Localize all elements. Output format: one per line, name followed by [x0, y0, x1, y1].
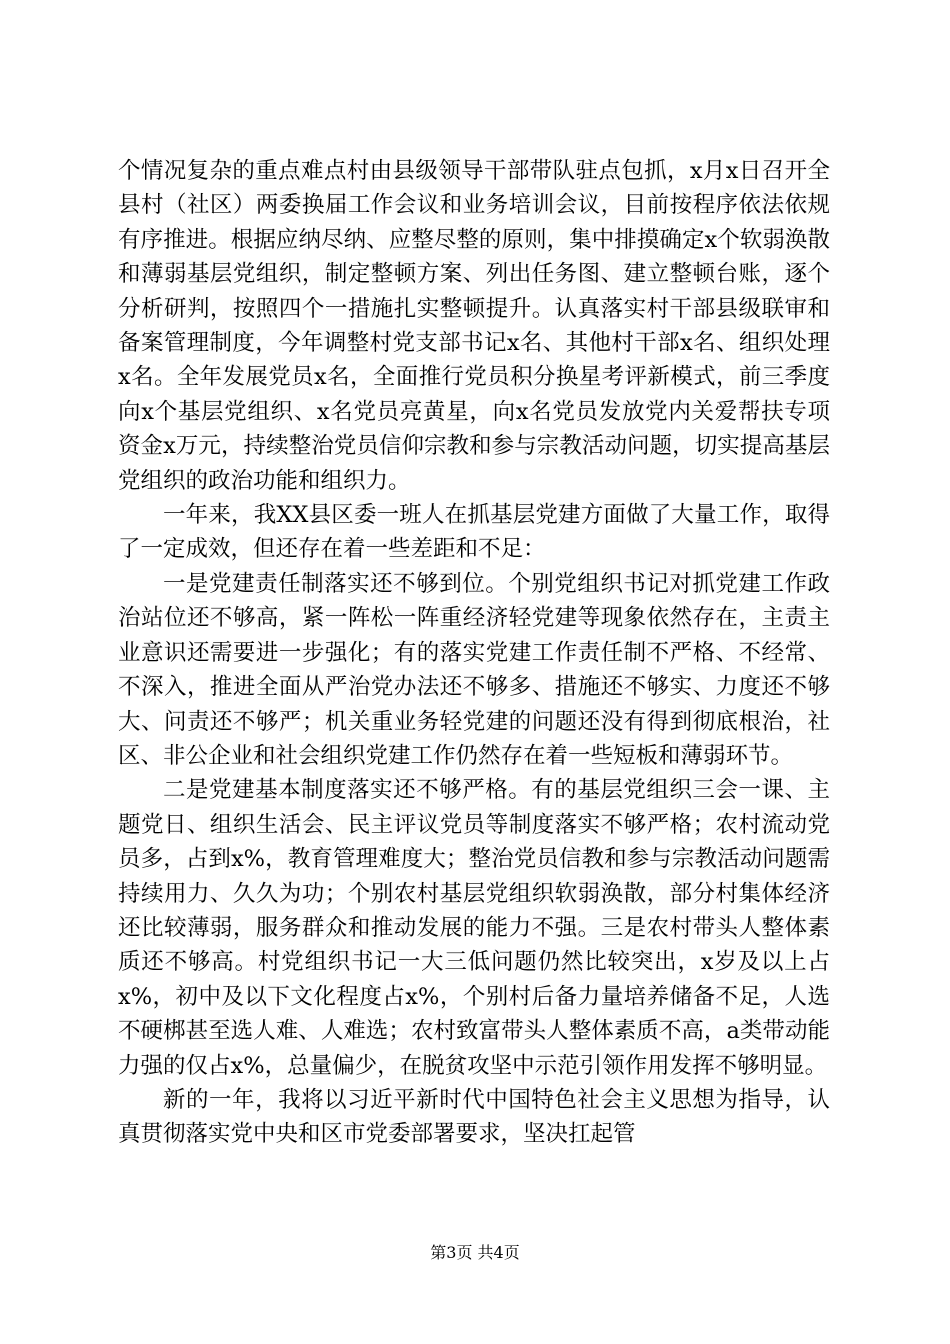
paragraph-continuation: 个情况复杂的重点难点村由县级领导干部带队驻点包抓，x月x日召开全县村（社区）两委换届工作会议和业务培训会议，目前按程序依法依规有序推进。根据应纳尽纳、应整尽整的原则，集中排摸确定x个软弱涣散和薄弱基层党组织，制定整顿方案、列出任务图、建立整顿台账，逐个分析研判，按照四个一措施扎实整顿提升。认真落实村干部县级联审和备案管理制度，今年调整村党支部书记x名、其他村干部x名、组织处理x名。全年发展党员x名，全面推行党员积分换星考评新模式，前三季度向x个基层党组织、x名党员亮黄星，向x名党员发放党内关爱帮扶专项资金x万元，持续整治党员信仰宗教和参与宗教活动问题，切实提高基层党组织的政治功能和组织力。 [118, 158, 830, 494]
paragraph-summary: 一年来，我XX县区委一班人在抓基层党建方面做了大量工作，取得了一定成效，但还存在着一些差距和不足： [118, 502, 830, 563]
paragraph-issue-one: 一是党建责任制落实还不够到位。个别党组织书记对抓党建工作政治站位还不够高，紧一阵松一阵重经济轻党建等现象依然存在，主责主业意识还需要进一步强化；有的落实党建工作责任制不严格、不经常、不深入，推进全面从严治党办法还不够多、措施还不够实、力度还不够大、问责还不够严；机关重业务轻党建的问题还没有得到彻底根治，社区、非公企业和社会组织党建工作仍然存在着一些短板和薄弱环节。 [118, 570, 830, 769]
page-number-footer: 第3页 共4页 [430, 1243, 520, 1262]
paragraph-new-year: 新的一年，我将以习近平新时代中国特色社会主义思想为指导，认真贯彻落实党中央和区市党委部署要求，坚决扛起管 [118, 1086, 830, 1148]
paragraph-issue-two: 二是党建基本制度落实还不够严格。有的基层党组织三会一课、主题党日、组织生活会、民主评议党员等制度落实不够严格；农村流动党员多，占到x%，教育管理难度大；整治党员信教和参与宗教活动问题需持续用力、久久为功；个别农村基层党组织软弱涣散，部分村集体经济还比较薄弱，服务群众和推动发展的能力不强。三是农村带头人整体素质还不够高。村党组织书记一大三低问题仍然比较突出，x岁及以上占x%，初中及以下文化程度占x%，个别村后备力量培养储备不足，人选不硬梆甚至选人难、人难选；农村致富带头人整体素质不高，a类带动能力强的仅占x%，总量偏少，在脱贫攻坚中示范引领作用发挥不够明显。 [118, 777, 830, 1079]
document-body [118, 154, 830, 1152]
